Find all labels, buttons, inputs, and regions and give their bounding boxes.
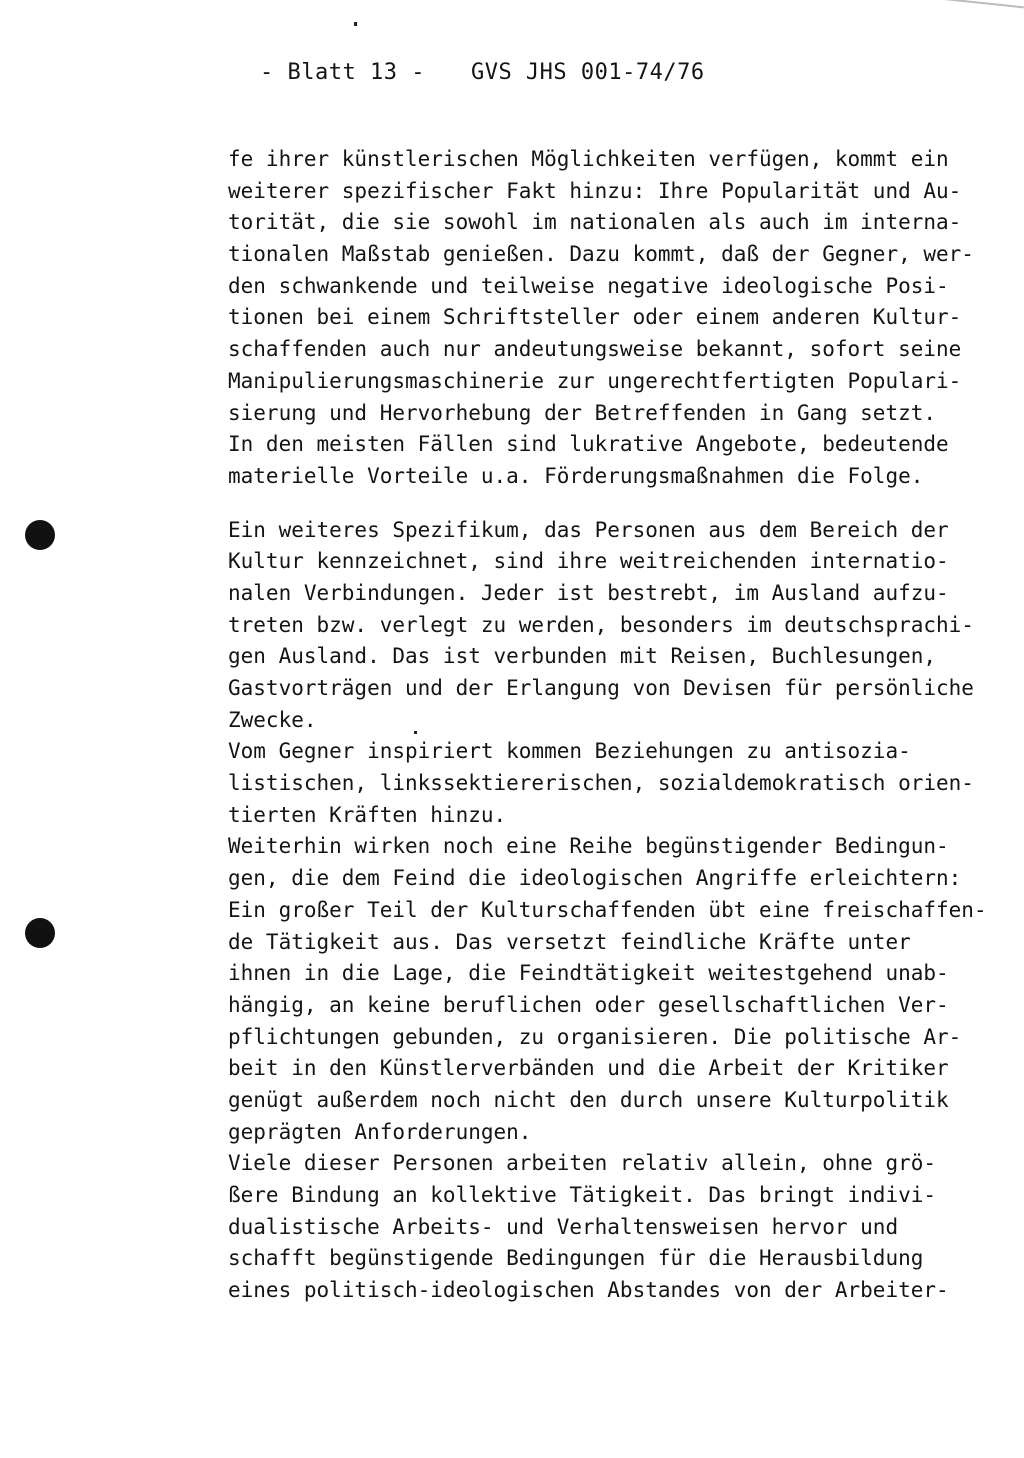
scan-corner-mark: [940, 0, 1024, 8]
text-line: dualistische Arbeits- und Verhaltensweisen hervor und: [228, 1214, 899, 1239]
text-line: Vom Gegner inspiriert kommen Beziehungen zu antisozia-: [228, 739, 911, 764]
text-line: Weiterhin wirken noch eine Reihe begünstigender Bedingun-: [228, 834, 949, 859]
text-line: torität, die sie sowohl im nationalen als auch im interna-: [228, 210, 962, 235]
text-line: ßere Bindung an kollektive Tätigkeit. Das bringt indivi-: [228, 1183, 937, 1207]
text-line: nalen Verbindungen. Jeder ist bestrebt, im Ausland aufzu-: [228, 580, 949, 605]
text-line: Zwecke.: [228, 707, 317, 732]
text-line: materielle Vorteile u.a. Förderungsmaßnahmen die Folge.: [228, 463, 924, 488]
text-line: tionalen Maßstab genießen. Dazu kommt, daß der Gegner, wer-: [228, 242, 974, 267]
page-header: [260, 60, 705, 85]
text-line: fe ihrer künstlerischen Möglichkeiten verfügen, kommt ein: [228, 147, 949, 171]
text-line: Ein weiteres Spezifikum, das Personen aus dem Bereich der: [228, 517, 949, 542]
text-line: pflichtungen gebunden, zu organisieren. Die politische Ar-: [228, 1024, 962, 1049]
text-line: Manipulierungsmaschinerie zur ungerechtfertigten Populari-: [228, 368, 962, 393]
text-line: schafft begünstigende Bedingungen für die Herausbildung: [228, 1246, 924, 1271]
text-line: eines politisch-ideologischen Abstandes von der Arbeiter-: [228, 1278, 949, 1303]
document-reference: GVS JHS 001-74/76: [470, 60, 705, 85]
text-line: beit in den Künstlerverbänden und die Arbeit der Kritiker: [228, 1056, 949, 1081]
scan-speck: [354, 22, 357, 26]
text-line: sierung und Hervorhebung der Betreffenden in Gang setzt.: [228, 400, 937, 425]
paragraph: [228, 515, 998, 1307]
text-line: Gastvorträgen und der Erlangung von Devisen für persönliche: [228, 676, 974, 700]
punch-hole: [25, 918, 55, 948]
document-body: [228, 144, 998, 1307]
text-line: weiterer spezifischer Fakt hinzu: Ihre Popularität und Au-: [228, 178, 962, 203]
text-line: geprägten Anforderungen.: [228, 1119, 532, 1144]
text-line: treten bzw. verlegt zu werden, besonders im deutschsprachi-: [228, 612, 974, 637]
paragraph: [228, 144, 998, 493]
text-line: gen, die dem Feind die ideologischen Angriffe erleichtern:: [228, 866, 962, 891]
text-line: genügt außerdem noch nicht den durch unsere Kulturpolitik: [228, 1087, 949, 1112]
text-line: gen Ausland. Das ist verbunden mit Reisen, Buchlesungen,: [228, 644, 937, 669]
text-line: Viele dieser Personen arbeiten relativ allein, ohne grö-: [228, 1151, 937, 1176]
text-line: Ein großer Teil der Kulturschaffenden übt eine freischaffen-: [228, 897, 987, 922]
text-line: tierten Kräften hinzu.: [228, 802, 507, 827]
text-line: de Tätigkeit aus. Das versetzt feindliche Kräfte unter: [228, 929, 911, 954]
text-line: tionen bei einem Schriftsteller oder einem anderen Kultur-: [228, 305, 962, 330]
text-line: listischen, linkssektiererischen, sozialdemokratisch orien-: [228, 771, 974, 796]
punch-hole: [25, 520, 55, 550]
text-line: ihnen in die Lage, die Feindtätigkeit weitestgehend unab-: [228, 961, 949, 986]
text-line: In den meisten Fällen sind lukrative Angebote, bedeutende: [228, 432, 949, 457]
text-line: hängig, an keine beruflichen oder gesellschaftlichen Ver-: [228, 992, 949, 1017]
sheet-number: - Blatt 13 -: [260, 60, 425, 85]
text-line: den schwankende und teilweise negative ideologische Posi-: [228, 273, 949, 298]
text-line: Kultur kennzeichnet, sind ihre weitreichenden internatio-: [228, 549, 949, 574]
text-line: schaffenden auch nur andeutungsweise bekannt, sofort seine: [228, 337, 962, 362]
